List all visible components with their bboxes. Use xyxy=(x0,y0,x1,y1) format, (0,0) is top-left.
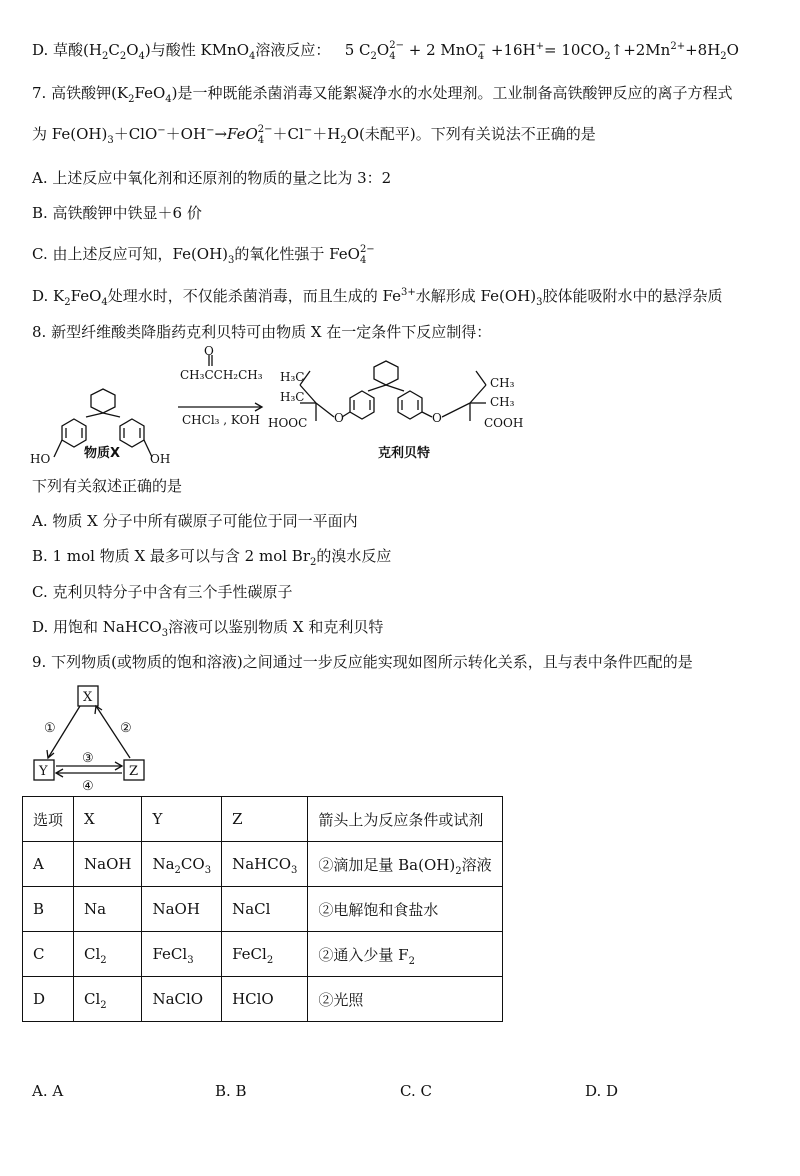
cell-condition: ②光照 xyxy=(308,977,502,1022)
answer-d: D. D xyxy=(585,1082,619,1100)
cell-x: $Cl_2$ xyxy=(74,977,142,1022)
q7-option-a: A. 上述反应中氧化剂和还原剂的物质的量之比为 3：2 xyxy=(32,169,392,187)
ch3-label-1: CH₃ xyxy=(490,376,515,390)
q9-cycle-diagram xyxy=(28,682,168,792)
cooh-label: COOH xyxy=(484,416,524,430)
q8-option-a: A. 物质 X 分子中所有碳原子可能位于同一平面内 xyxy=(32,512,358,530)
cell-x: Na xyxy=(74,887,142,932)
cell-z: HClO xyxy=(222,977,308,1022)
reagent-bottom: CHCl₃ , KOH xyxy=(182,413,260,427)
q9-stem: 9. 下列物质(或物质的饱和溶液)之间通过一步反应能实现如图所示转化关系，且与表中条件匹配的是 xyxy=(32,653,693,671)
label-product: 克利贝特 xyxy=(378,446,431,461)
q7-option-b: B. 高铁酸钾中铁显＋6 价 xyxy=(32,204,202,222)
h3c-label-2: H₃C xyxy=(280,390,305,404)
q6-option-d: D. 草酸$(H_2C_2O_4)$与酸性 KMnO$_4$溶液反应： 5 $C_2O$ 2− 4 + 2 MnO − 4 $+16H^+= 10CO_2↑+2Mn^{2+}+8H_2O$ xyxy=(32,40,739,62)
header-cell: 选项 xyxy=(23,797,74,842)
cell-z: NaHCO$_3$ xyxy=(222,842,308,887)
q8-option-b: B. 1 mol 物质 X 最多可以与含 2 mol $Br_2$的溴水反应 xyxy=(32,547,392,568)
cyclohexane-ring xyxy=(91,389,115,413)
q8-stem: 8. 新型纤维酸类降脂药克利贝特可由物质 X 在一定条件下反应制得： xyxy=(32,323,492,341)
arrow-label-2: ② xyxy=(120,721,132,736)
ho-label: HO xyxy=(30,452,51,465)
q8-option-c: C. 克利贝特分子中含有三个手性碳原子 xyxy=(32,583,293,601)
hooc-label: HOOC xyxy=(268,416,308,430)
ether-o-right: O xyxy=(432,411,442,425)
cell-x: $Cl_2$ xyxy=(74,932,142,977)
q8-after: 下列有关叙述正确的是 xyxy=(32,477,183,495)
q9-options-table xyxy=(22,796,503,1022)
arrow-label-3: ③ xyxy=(82,751,94,766)
arrow-label-1: ① xyxy=(44,721,56,736)
cell-y: $Na_2CO_3$ xyxy=(142,842,222,887)
header-cell: X xyxy=(74,797,142,842)
q7-stem-line2: 为 $Fe(OH)_3+ClO^-+OH^-\to FeO$ 2− 4 $+Cl^-+H_2O$(未配平)。下列有关说法不正确的是 xyxy=(32,124,596,146)
cell-z: FeCl$_2$ xyxy=(222,932,308,977)
cell-condition: ②滴加足量 $Ba(OH)_2$溶液 xyxy=(308,842,502,887)
oh-label: OH xyxy=(150,452,171,465)
label-compound-x: 物质X xyxy=(84,446,121,461)
h3c-label-1: H₃C xyxy=(280,370,305,384)
cell-z: NaCl xyxy=(222,887,308,932)
reagent-top: CH₃CCH₂CH₃ xyxy=(180,368,263,382)
arrow-label-4: ④ xyxy=(82,779,94,792)
table-row xyxy=(23,887,503,932)
node-z: Z xyxy=(129,764,139,779)
ether-o-left: O xyxy=(334,411,344,425)
table-row xyxy=(23,932,503,977)
product-cyclohexane xyxy=(374,361,398,385)
cell-y: NaOH xyxy=(142,887,222,932)
q8-option-d: D. 用饱和 NaHCO$_3$溶液可以鉴别物质 X 和克利贝特 xyxy=(32,618,384,639)
header-cell: Z xyxy=(222,797,308,842)
cell-option: D xyxy=(23,977,74,1022)
reagent-carbonyl-o: O xyxy=(204,345,214,358)
cell-option: B xyxy=(23,887,74,932)
answer-b: B. B xyxy=(215,1082,247,1100)
cell-y: FeCl$_3$ xyxy=(142,932,222,977)
q7-stem-line1: 7. 高铁酸钾$(K_2FeO_4)$是一种既能杀菌消毒又能絮凝净水的水处理剂。工业制备高铁酸钾反应的离子方程式 xyxy=(32,84,733,105)
answer-c: C. C xyxy=(400,1082,432,1100)
cell-option: C xyxy=(23,932,74,977)
table-row xyxy=(23,977,503,1022)
header-cell: Y xyxy=(142,797,222,842)
table-row xyxy=(23,842,503,887)
answer-a: A. A xyxy=(32,1082,64,1100)
table-header-row xyxy=(23,797,503,842)
cell-condition: ②通入少量 $F_2$ xyxy=(308,932,502,977)
q7-option-d: D. $K_2FeO_4$处理水时，不仅能杀菌消毒，而且生成的 $Fe^{3+}$水解形成 $Fe(OH)_3$胶体能吸附水中的悬浮杂质 xyxy=(32,287,723,308)
cell-y: NaClO xyxy=(142,977,222,1022)
node-y: Y xyxy=(39,764,48,779)
header-cell: 箭头上为反应条件或试剂 xyxy=(308,797,502,842)
cell-condition: ②电解饱和食盐水 xyxy=(308,887,502,932)
q7-option-c: C. 由上述反应可知，$Fe(OH)_3$的氧化性强于 FeO 2− 4 xyxy=(32,244,375,266)
cell-x: NaOH xyxy=(74,842,142,887)
ch3-label-2: CH₃ xyxy=(490,395,515,409)
node-x: X xyxy=(83,690,93,705)
cell-option: A xyxy=(23,842,74,887)
